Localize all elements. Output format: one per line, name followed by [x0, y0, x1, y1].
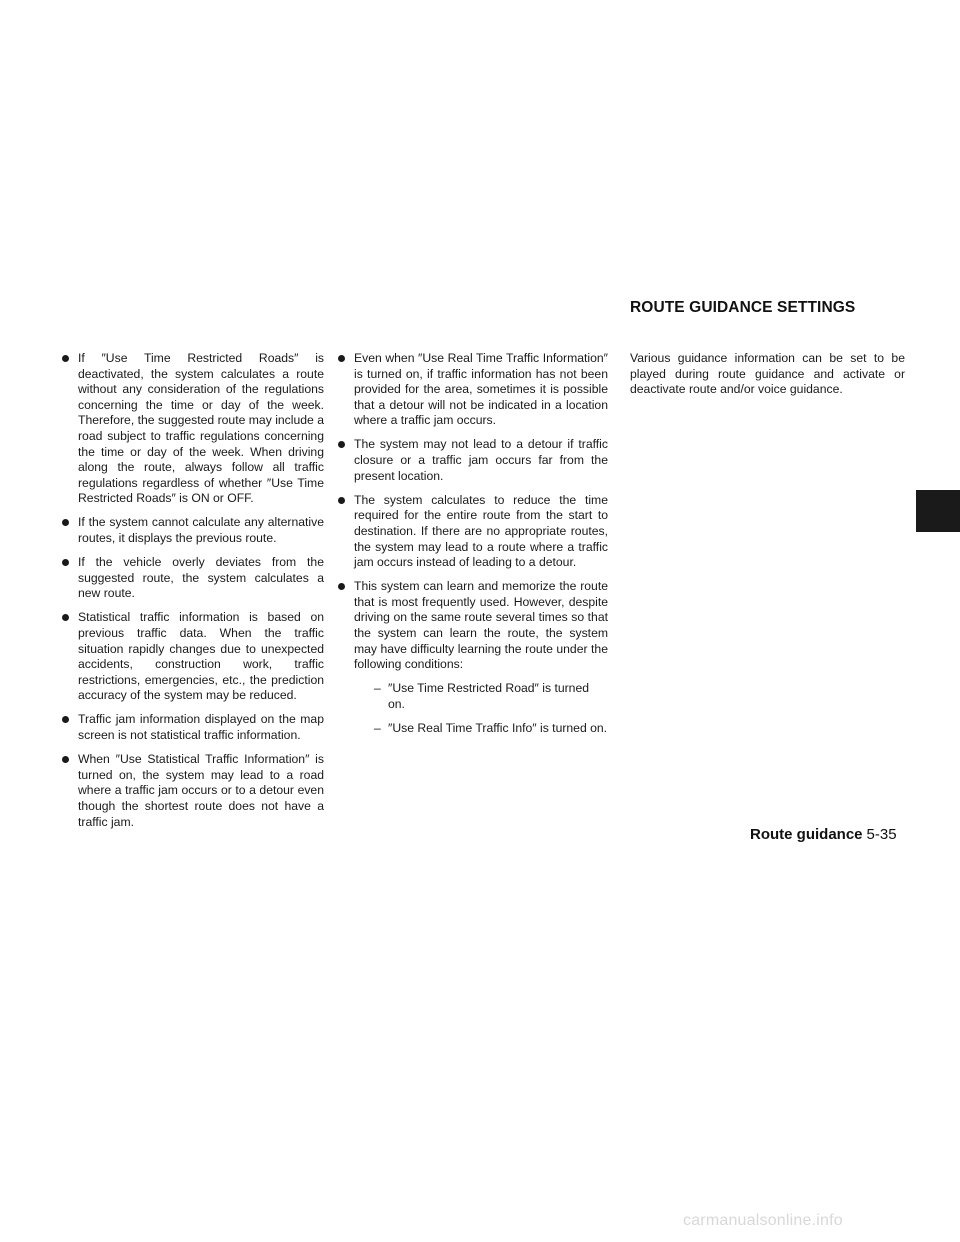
bullet-dot-icon	[338, 355, 345, 362]
bullet-dot-icon	[338, 583, 345, 590]
text-column-2	[338, 351, 608, 745]
bullet-item: If the system cannot calculate any alternative routes, it displays the previous route.	[62, 515, 324, 546]
sub-list-item: – ″Use Real Time Traffic Info″ is turned on.	[374, 720, 608, 735]
bullet-item: When ″Use Statistical Traffic Information″ is turned on, the system may lead to a road where a traffic jam occurs or to a detour even though the shortest route does not have a traffic jam.	[62, 752, 324, 830]
section-heading: ROUTE GUIDANCE SETTINGS	[630, 299, 856, 316]
bullet-dot-icon	[338, 497, 345, 504]
dash-icon: –	[374, 720, 381, 735]
bullet-dot-icon	[62, 756, 69, 763]
bullet-dot-icon	[62, 716, 69, 723]
bullet-item: Even when ″Use Real Time Traffic Information″ is turned on, if traffic information has not been provided for the area, sometimes it is possible that a detour will not be indicated in a location where a traffic jam occurs.	[338, 351, 608, 429]
bullet-item: If ″Use Time Restricted Roads″ is deactivated, the system calculates a route without any consideration of the regulations concerning the time or day of the week. Therefore, the suggested route may include a road subject to traffic regulations concerning the time or day of the week. When driving along the route, always follow all traffic regulations regardless of whether ″Use Time Restricted Roads″ is ON or OFF.	[62, 351, 324, 507]
dash-icon: –	[374, 681, 381, 696]
intro-paragraph: Various guidance information can be set to be played during route guidance and activate or deactivate route and/or voice guidance.	[630, 351, 905, 397]
bullet-item: This system can learn and memorize the route that is most frequently used. However, despite driving on the same route several times so that the system can learn the route, the system may have difficulty learning the route under the following conditions:	[338, 579, 608, 673]
bullet-item: Traffic jam information displayed on the map screen is not statistical traffic information.	[62, 712, 324, 743]
bullet-dot-icon	[62, 355, 69, 362]
bullet-dot-icon	[62, 559, 69, 566]
text-column-3	[630, 351, 905, 398]
chapter-tab-marker	[916, 490, 960, 532]
bullet-item: The system calculates to reduce the time required for the entire route from the start to destination. If there are no appropriate routes, the system may lead to a route where a traffic jam occurs instead of leading to a detour.	[338, 493, 608, 571]
bullet-item: If the vehicle overly deviates from the suggested route, the system calculates a new route.	[62, 555, 324, 602]
footer-chapter-title: Route guidance	[750, 826, 863, 843]
text-column-1	[62, 351, 324, 839]
bullet-item: Statistical traffic information is based on previous traffic data. When the traffic situation rapidly changes due to unexpected accidents, construction work, traffic restrictions, emergencies, etc., the prediction accuracy of the system may be reduced.	[62, 610, 324, 704]
bullet-dot-icon	[338, 441, 345, 448]
bullet-item: The system may not lead to a detour if traffic closure or a traffic jam occurs far from the present location.	[338, 437, 608, 484]
bullet-dot-icon	[62, 614, 69, 621]
page-number: 5-35	[866, 826, 897, 843]
bullet-dot-icon	[62, 519, 69, 526]
page-footer	[750, 826, 897, 843]
watermark-text: carmanualsonline.info	[683, 1212, 843, 1229]
sub-list-item: – ″Use Time Restricted Road″ is turned on.	[374, 681, 589, 711]
